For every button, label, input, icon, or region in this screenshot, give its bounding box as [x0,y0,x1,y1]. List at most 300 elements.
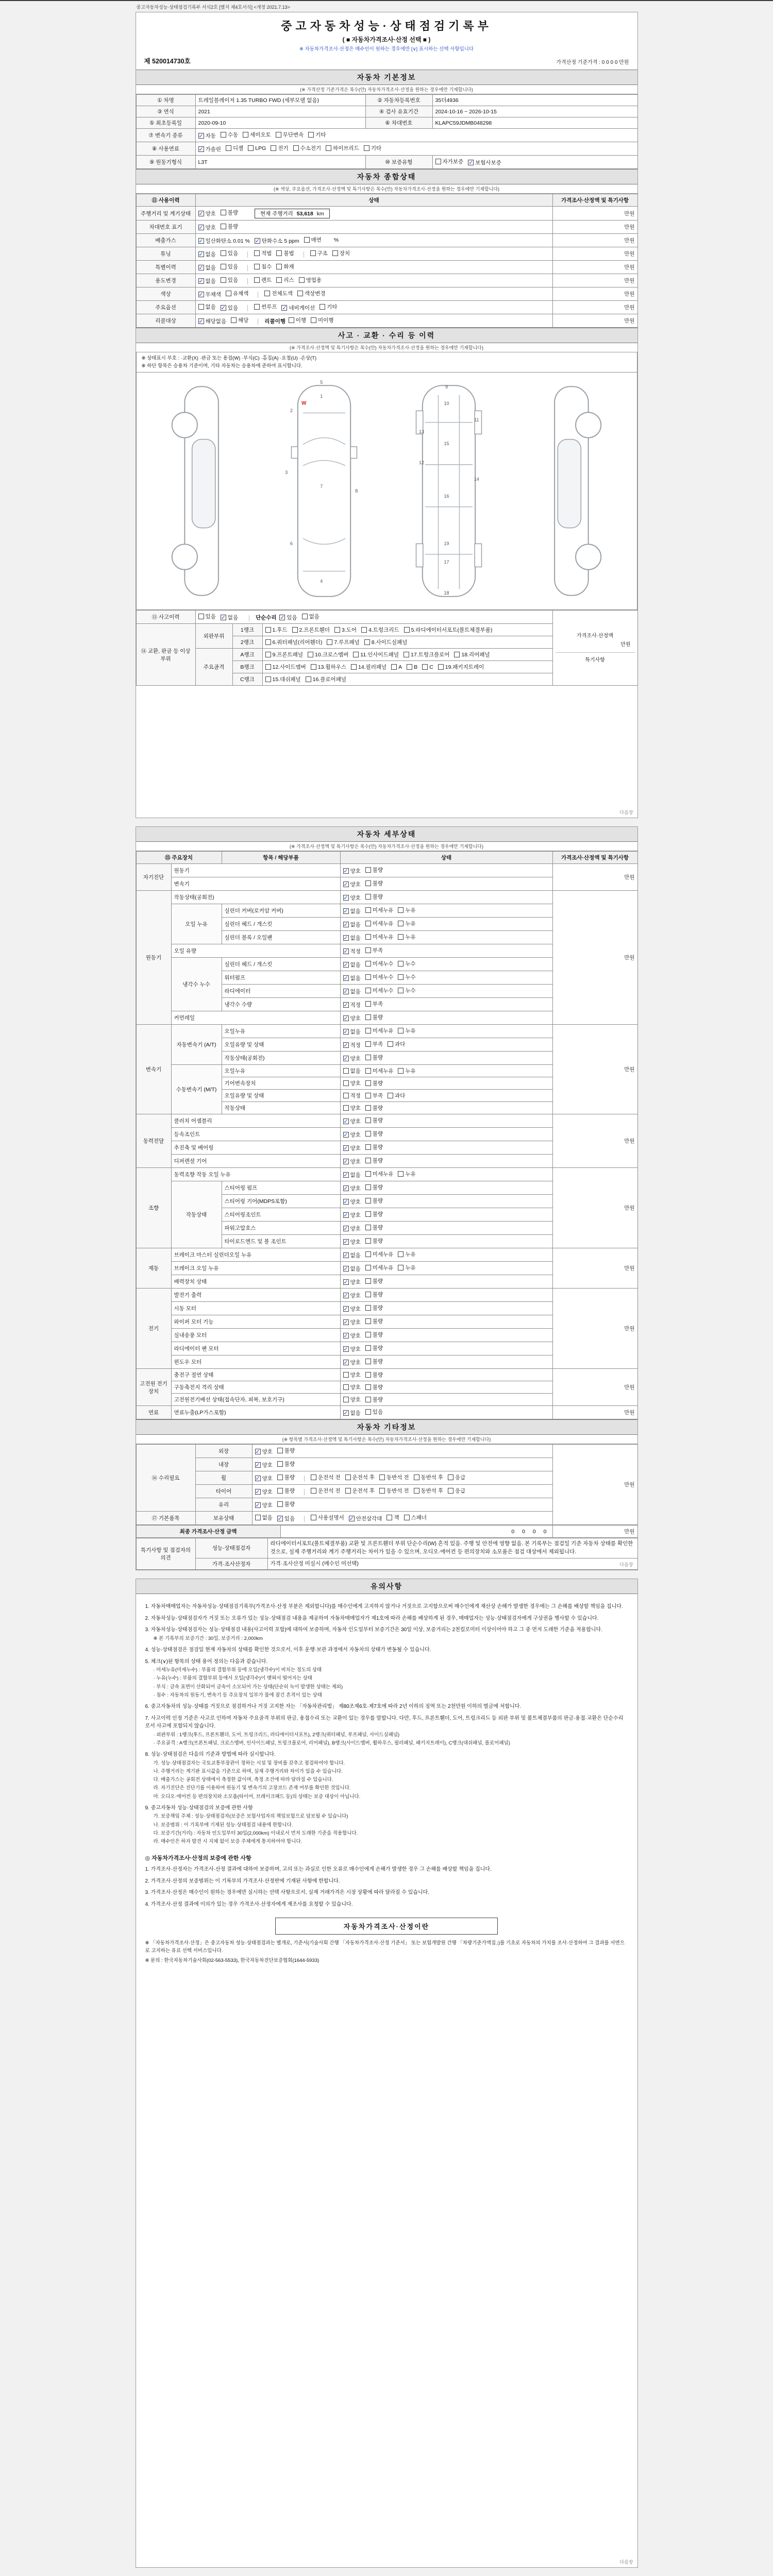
checkbox-option[interactable] [276,249,294,257]
checkbox-option[interactable] [265,626,288,634]
checkbox[interactable] [365,1028,371,1033]
checkbox[interactable] [343,1080,349,1086]
checkbox[interactable] [365,1265,371,1270]
checkbox-option[interactable] [320,303,337,311]
checkbox-option[interactable] [343,1079,361,1087]
checkbox-option[interactable] [365,1027,394,1035]
checkbox[interactable] [365,1068,371,1074]
checkbox-option[interactable] [343,1198,361,1206]
checkbox[interactable] [365,1093,371,1098]
checkbox-option[interactable] [343,947,361,955]
checkbox[interactable] [308,132,314,138]
checkbox[interactable] [365,961,371,967]
checkbox-option[interactable] [198,132,216,140]
checkbox[interactable] [365,934,371,940]
checkbox-option[interactable] [365,1143,383,1151]
checkbox-option[interactable] [364,144,381,152]
checkbox[interactable]: ✓ [343,1042,348,1048]
checkbox[interactable] [326,145,331,151]
checkbox-option[interactable] [365,1331,383,1338]
checkbox-option[interactable] [364,638,408,646]
checkbox-option[interactable] [365,1170,394,1178]
checkbox[interactable]: ✓ [343,1333,348,1339]
checkbox[interactable]: ✓ [198,292,204,298]
checkbox-option[interactable] [365,1040,383,1048]
checkbox[interactable] [299,277,305,283]
checkbox-option[interactable] [343,894,361,902]
checkbox-option[interactable] [255,1514,273,1521]
checkbox[interactable] [311,1475,316,1480]
checkbox[interactable] [343,1105,349,1111]
checkbox-option[interactable] [306,675,346,683]
checkbox-option[interactable] [198,250,216,258]
checkbox[interactable] [254,250,260,256]
checkbox[interactable] [454,652,460,657]
checkbox-option[interactable] [226,290,248,297]
checkbox[interactable] [388,1041,393,1047]
checkbox-option[interactable] [454,651,490,658]
checkbox[interactable]: ✓ [343,1410,348,1416]
checkbox-option[interactable] [407,664,417,670]
checkbox[interactable] [365,1001,371,1007]
checkbox[interactable]: ✓ [343,1212,348,1218]
checkbox-option[interactable] [255,1461,273,1469]
checkbox-option[interactable] [343,1014,361,1022]
checkbox[interactable] [365,1225,371,1230]
checkbox[interactable]: ✓ [343,1015,348,1022]
checkbox-option[interactable] [398,1264,415,1272]
checkbox[interactable] [365,1211,371,1217]
checkbox-option[interactable] [365,1277,383,1285]
checkbox-option[interactable] [391,664,402,670]
checkbox-option[interactable] [365,1383,383,1391]
checkbox-option[interactable] [279,614,297,621]
checkbox-option[interactable] [343,1292,361,1299]
checkbox-option[interactable] [221,304,238,312]
checkbox-option[interactable] [277,1473,295,1481]
checkbox[interactable] [398,934,404,940]
checkbox[interactable] [277,1475,283,1480]
checkbox-option[interactable] [221,276,238,284]
checkbox[interactable]: ✓ [221,305,226,311]
checkbox-option[interactable] [304,236,339,244]
checkbox-option[interactable] [254,303,277,311]
checkbox-option[interactable] [198,237,250,245]
checkbox[interactable] [265,639,271,645]
checkbox-option[interactable] [398,960,415,968]
checkbox-option[interactable] [198,145,221,153]
checkbox-option[interactable] [198,224,216,231]
checkbox-option[interactable] [221,614,238,621]
checkbox[interactable] [297,291,303,296]
checkbox-option[interactable] [365,1224,383,1231]
checkbox[interactable]: ✓ [343,882,348,888]
checkbox[interactable] [365,894,371,900]
checkbox[interactable]: ✓ [277,1516,283,1522]
checkbox[interactable] [302,614,308,619]
checkbox-option[interactable] [398,933,415,941]
checkbox-option[interactable] [221,263,238,270]
checkbox-option[interactable] [343,921,361,928]
checkbox-option[interactable] [365,1358,383,1365]
checkbox-option[interactable] [277,1500,295,1508]
checkbox[interactable]: ✓ [255,238,260,244]
checkbox[interactable] [365,921,371,926]
checkbox-option[interactable] [198,210,216,217]
checkbox-option[interactable] [365,1250,394,1258]
checkbox[interactable]: ✓ [343,1266,348,1272]
checkbox-option[interactable] [353,651,399,658]
checkbox-option[interactable] [343,1238,361,1246]
checkbox[interactable] [365,907,371,913]
checkbox-option[interactable] [277,1460,295,1468]
checkbox[interactable] [448,1488,453,1494]
checkbox-option[interactable] [343,1144,361,1152]
checkbox[interactable] [435,159,441,164]
checkbox[interactable]: ✓ [343,1199,348,1205]
checkbox-option[interactable] [343,961,361,969]
checkbox[interactable] [264,291,270,296]
checkbox[interactable] [345,1488,351,1494]
checkbox[interactable] [365,1144,371,1150]
checkbox-option[interactable] [398,973,415,981]
checkbox[interactable] [221,132,226,138]
checkbox-option[interactable] [221,249,238,257]
checkbox-option[interactable] [349,1515,382,1522]
checkbox[interactable] [365,1292,371,1297]
checkbox-option[interactable] [414,1473,444,1481]
checkbox-option[interactable] [365,1000,383,1008]
checkbox-option[interactable] [310,249,328,257]
checkbox-option[interactable] [311,663,346,671]
checkbox-option[interactable] [365,1013,383,1021]
checkbox[interactable] [365,1238,371,1244]
checkbox[interactable]: ✓ [343,935,348,941]
checkbox[interactable]: ✓ [349,1516,354,1522]
checkbox-option[interactable] [365,1408,383,1416]
checkbox-option[interactable] [255,1475,273,1482]
checkbox-option[interactable] [343,1278,361,1286]
checkbox[interactable]: ✓ [343,1002,348,1008]
checkbox-option[interactable] [398,1170,415,1178]
checkbox[interactable]: ✓ [198,318,204,325]
checkbox[interactable] [353,652,359,657]
checkbox-option[interactable] [311,316,333,324]
checkbox[interactable] [265,676,271,682]
checkbox[interactable]: ✓ [343,1145,348,1151]
checkbox[interactable] [365,1014,371,1020]
checkbox-option[interactable] [326,144,359,152]
checkbox-option[interactable] [264,290,293,297]
checkbox[interactable] [404,627,410,633]
checkbox[interactable]: ✓ [343,895,348,901]
checkbox-option[interactable] [343,1092,361,1099]
checkbox-option[interactable] [198,317,227,325]
checkbox[interactable] [304,237,310,243]
checkbox[interactable] [438,664,444,670]
checkbox[interactable] [277,1461,283,1467]
checkbox[interactable] [198,614,204,619]
checkbox-option[interactable] [351,663,386,671]
checkbox[interactable] [289,317,294,323]
checkbox-option[interactable] [265,638,323,646]
checkbox[interactable] [365,974,371,980]
checkbox-option[interactable] [255,1448,273,1455]
checkbox-option[interactable] [365,1291,383,1298]
checkbox-option[interactable] [221,131,238,139]
checkbox[interactable] [398,1265,404,1270]
checkbox[interactable]: ✓ [255,1476,260,1482]
checkbox-option[interactable] [292,626,330,634]
checkbox-option[interactable] [277,1515,295,1522]
checkbox-option[interactable] [255,1501,273,1509]
checkbox-option[interactable] [343,1131,361,1139]
checkbox[interactable]: ✓ [343,1279,348,1285]
checkbox-option[interactable] [365,1371,383,1379]
checkbox-option[interactable] [365,973,394,981]
checkbox[interactable] [365,1332,371,1337]
checkbox[interactable]: ✓ [343,1293,348,1299]
checkbox[interactable] [198,304,204,310]
checkbox[interactable]: ✓ [343,1346,348,1352]
checkbox[interactable] [365,1158,371,1163]
checkbox[interactable] [364,639,370,645]
checkbox-option[interactable] [198,264,216,272]
checkbox[interactable] [310,250,316,256]
checkbox-option[interactable] [386,1514,399,1521]
checkbox-option[interactable] [198,277,216,285]
checkbox[interactable] [265,652,271,657]
checkbox-option[interactable] [255,237,299,245]
checkbox[interactable]: ✓ [198,278,204,284]
checkbox[interactable] [248,145,254,151]
checkbox-option[interactable] [308,131,326,139]
checkbox-option[interactable] [365,1157,383,1164]
checkbox[interactable] [365,867,371,873]
checkbox[interactable] [254,304,260,310]
checkbox[interactable] [391,664,397,670]
checkbox-option[interactable] [343,934,361,942]
checkbox[interactable] [414,1475,419,1480]
checkbox-option[interactable] [265,651,303,658]
checkbox[interactable] [414,1488,419,1494]
checkbox-option[interactable] [398,1027,415,1035]
checkbox[interactable]: ✓ [343,908,348,914]
checkbox-option[interactable] [343,907,361,915]
checkbox-option[interactable] [265,675,301,683]
checkbox-option[interactable] [277,1487,295,1495]
checkbox-option[interactable] [404,626,493,634]
checkbox-option[interactable] [343,1332,361,1340]
checkbox[interactable] [221,277,226,283]
checkbox-option[interactable] [271,144,288,152]
checkbox[interactable] [343,1068,349,1074]
checkbox-option[interactable] [365,1237,383,1245]
checkbox[interactable] [365,1251,371,1257]
checkbox-option[interactable] [343,1171,361,1179]
checkbox[interactable] [365,1117,371,1123]
checkbox-option[interactable] [343,1265,361,1273]
checkbox-option[interactable] [276,276,294,284]
checkbox-option[interactable] [365,1092,383,1099]
checkbox[interactable]: ✓ [343,1360,348,1366]
checkbox-option[interactable] [365,1264,394,1272]
checkbox[interactable] [365,1384,371,1390]
checkbox-option[interactable] [276,131,304,139]
checkbox-option[interactable] [365,1104,383,1112]
checkbox-option[interactable] [398,987,415,994]
checkbox-option[interactable] [365,879,383,887]
checkbox-option[interactable] [254,249,272,257]
checkbox[interactable] [308,652,313,657]
checkbox-option[interactable] [404,651,449,658]
checkbox-option[interactable] [254,263,272,270]
checkbox[interactable] [277,1501,283,1507]
checkbox-option[interactable] [343,974,361,982]
checkbox[interactable] [271,145,276,151]
checkbox-option[interactable] [365,1197,383,1205]
checkbox[interactable] [365,1131,371,1137]
checkbox-option[interactable] [365,960,394,968]
checkbox-option[interactable] [343,988,361,995]
checkbox[interactable] [306,676,311,682]
checkbox[interactable]: ✓ [343,1029,348,1035]
checkbox[interactable] [343,1384,349,1390]
checkbox[interactable]: ✓ [282,305,287,311]
checkbox[interactable] [361,627,367,633]
checkbox[interactable] [254,264,260,269]
checkbox[interactable]: ✓ [343,1226,348,1232]
checkbox-option[interactable] [343,1396,361,1403]
checkbox-option[interactable] [343,1359,361,1366]
checkbox-option[interactable] [277,1447,295,1454]
checkbox-option[interactable] [343,1028,361,1036]
checkbox[interactable] [365,1171,371,1177]
checkbox[interactable] [265,664,271,670]
checkbox-option[interactable] [365,1396,383,1403]
checkbox[interactable] [422,664,428,670]
checkbox[interactable] [448,1475,453,1480]
checkbox-option[interactable] [365,1079,383,1087]
checkbox[interactable] [277,1488,283,1494]
checkbox-option[interactable] [365,1130,383,1138]
checkbox[interactable] [388,1093,393,1098]
checkbox[interactable] [221,250,226,256]
checkbox[interactable] [231,317,237,323]
checkbox-option[interactable] [327,638,359,646]
checkbox[interactable] [351,664,357,670]
checkbox-option[interactable] [226,144,243,152]
checkbox[interactable] [365,1184,371,1190]
checkbox[interactable]: ✓ [343,975,348,981]
checkbox[interactable] [311,1488,316,1494]
checkbox[interactable] [365,880,371,886]
checkbox-option[interactable] [343,1345,361,1353]
checkbox[interactable] [386,1515,392,1520]
checkbox[interactable] [398,907,404,913]
checkbox[interactable]: ✓ [198,265,204,271]
checkbox-option[interactable] [254,276,272,284]
checkbox-option[interactable] [297,290,326,297]
checkbox[interactable]: ✓ [343,1306,348,1312]
checkbox-option[interactable] [365,1067,394,1075]
checkbox[interactable]: ✓ [198,225,204,231]
checkbox-option[interactable] [365,946,383,954]
checkbox-option[interactable] [276,263,294,270]
checkbox-option[interactable] [398,920,415,927]
checkbox-option[interactable] [365,1183,383,1191]
checkbox-option[interactable] [311,1487,341,1495]
checkbox[interactable] [276,132,281,138]
checkbox-option[interactable] [388,1040,405,1048]
checkbox-option[interactable] [332,249,350,257]
checkbox[interactable] [343,1093,349,1098]
checkbox[interactable] [327,639,332,645]
checkbox[interactable] [365,1318,371,1324]
checkbox[interactable] [365,1198,371,1204]
checkbox[interactable] [226,145,231,151]
checkbox-option[interactable] [311,1473,341,1481]
checkbox[interactable] [365,1080,371,1086]
checkbox[interactable] [311,1515,316,1520]
checkbox[interactable] [398,974,404,980]
checkbox-option[interactable] [343,1184,361,1192]
checkbox[interactable] [365,1041,371,1047]
checkbox-option[interactable] [221,223,238,230]
checkbox[interactable]: ✓ [343,989,348,995]
checkbox[interactable]: ✓ [468,160,474,166]
checkbox[interactable] [332,250,338,256]
checkbox[interactable]: ✓ [343,1118,348,1125]
checkbox[interactable] [364,145,369,151]
checkbox-option[interactable] [414,1487,444,1495]
checkbox[interactable] [293,145,299,151]
checkbox[interactable]: ✓ [255,1462,260,1468]
checkbox-option[interactable] [231,316,248,324]
checkbox-option[interactable] [198,291,221,298]
checkbox-option[interactable] [365,1116,383,1124]
checkbox-option[interactable] [198,613,216,620]
checkbox[interactable] [365,1359,371,1364]
checkbox-option[interactable] [302,613,320,620]
checkbox-option[interactable] [365,1210,383,1218]
checkbox-option[interactable] [198,303,216,311]
checkbox-option[interactable] [435,158,464,165]
checkbox[interactable] [365,1345,371,1351]
checkbox-option[interactable] [343,1158,361,1165]
checkbox[interactable] [292,627,298,633]
checkbox-option[interactable] [343,880,361,888]
checkbox[interactable]: ✓ [198,238,204,244]
checkbox-option[interactable] [265,663,306,671]
checkbox-option[interactable] [343,1318,361,1326]
checkbox[interactable] [365,988,371,993]
checkbox-option[interactable] [343,1001,361,1009]
checkbox-option[interactable] [365,893,383,901]
checkbox[interactable] [365,947,371,953]
checkbox-option[interactable] [398,906,415,914]
checkbox[interactable]: ✓ [343,1252,348,1259]
checkbox-option[interactable] [289,316,306,324]
checkbox[interactable] [221,264,226,269]
checkbox[interactable] [345,1475,351,1480]
checkbox[interactable] [255,1515,261,1520]
checkbox-option[interactable] [343,1041,361,1049]
checkbox[interactable] [221,224,226,229]
checkbox[interactable] [398,961,404,967]
checkbox[interactable]: ✓ [255,1489,260,1495]
checkbox-option[interactable] [343,1055,361,1062]
